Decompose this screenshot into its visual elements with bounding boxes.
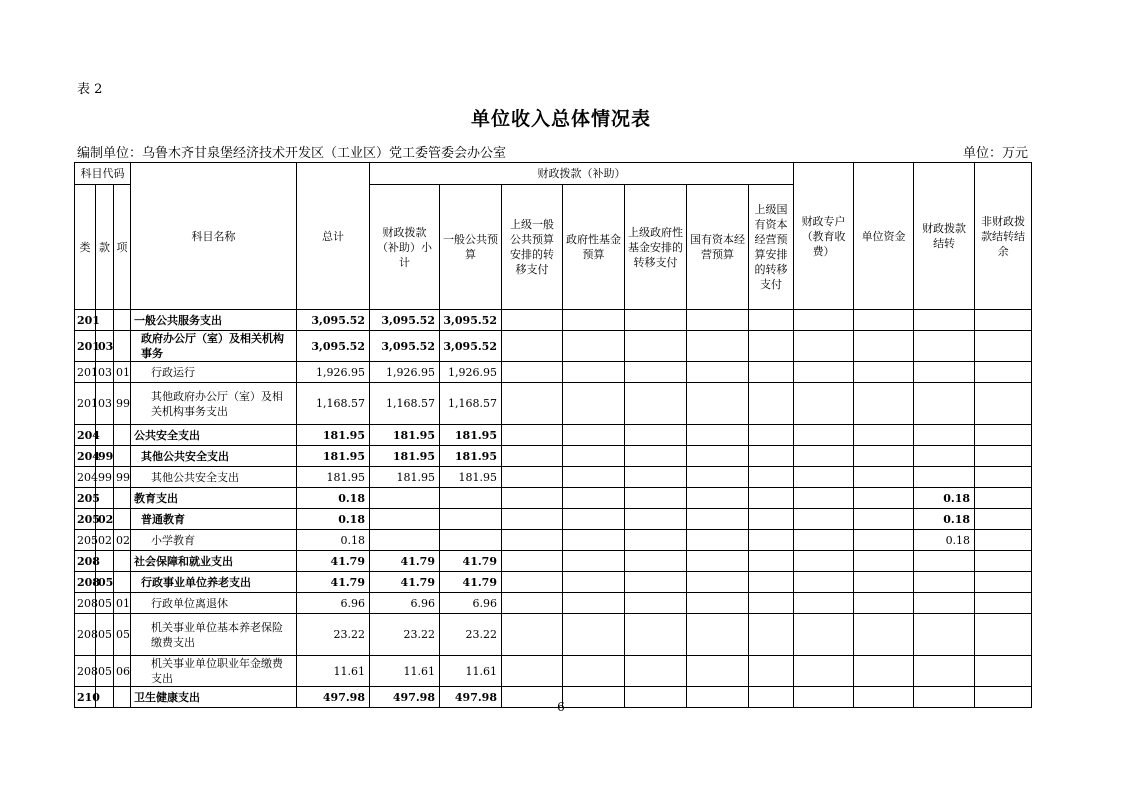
cell-fiscal-subtotal — [370, 509, 440, 530]
cell-gov-fund — [563, 362, 625, 383]
header-gov-fund: 政府性基金预算 — [563, 185, 625, 310]
cell-fiscal-subtotal: 11.61 — [370, 656, 440, 687]
table-row — [75, 425, 1032, 446]
cell-fiscal-subtotal: 6.96 — [370, 593, 440, 614]
cell-lei: 205 — [75, 509, 96, 530]
cell-xiang — [114, 572, 131, 593]
table-header — [75, 163, 1032, 310]
cell-lei: 201 — [75, 383, 96, 425]
cell-upper-gov-fund-transfer — [625, 383, 687, 425]
cell-subject-name: 小学教育 — [131, 530, 297, 551]
cell-xiang — [114, 446, 131, 467]
cell-total: 0.18 — [297, 488, 370, 509]
cell-state-capital — [687, 572, 749, 593]
cell-subject-name: 卫生健康支出 — [131, 687, 297, 708]
cell-upper-state-capital-transfer — [749, 488, 794, 509]
organization-label: 编制单位：乌鲁木齐甘泉堡经济技术开发区（工业区）党工委管委会办公室 — [77, 146, 507, 161]
cell-subject-name: 行政事业单位养老支出 — [131, 572, 297, 593]
cell-upper-general-transfer — [502, 383, 563, 425]
cell-fiscal-carryover — [914, 310, 975, 331]
cell-fiscal-subtotal: 181.95 — [370, 425, 440, 446]
header-subject-name: 科目名称 — [131, 163, 297, 310]
cell-nonfiscal-carryover — [975, 488, 1032, 509]
cell-upper-state-capital-transfer — [749, 551, 794, 572]
cell-fiscal-carryover — [914, 593, 975, 614]
cell-lei: 201 — [75, 310, 96, 331]
header-fiscal-group: 财政拨款（补助） — [370, 163, 794, 185]
table-row — [75, 467, 1032, 488]
cell-total: 11.61 — [297, 656, 370, 687]
cell-unit-funds — [854, 331, 914, 362]
cell-upper-gov-fund-transfer — [625, 572, 687, 593]
cell-upper-state-capital-transfer — [749, 614, 794, 656]
cell-lei: 204 — [75, 467, 96, 488]
cell-lei: 208 — [75, 614, 96, 656]
cell-upper-general-transfer — [502, 362, 563, 383]
cell-xiang — [114, 425, 131, 446]
cell-general-budget: 181.95 — [440, 446, 502, 467]
cell-subject-name: 社会保障和就业支出 — [131, 551, 297, 572]
cell-special-account — [794, 331, 854, 362]
cell-gov-fund — [563, 572, 625, 593]
cell-total: 497.98 — [297, 687, 370, 708]
cell-general-budget — [440, 488, 502, 509]
cell-fiscal-carryover — [914, 572, 975, 593]
cell-state-capital — [687, 614, 749, 656]
cell-xiang: 99 — [114, 383, 131, 425]
cell-special-account — [794, 593, 854, 614]
cell-fiscal-subtotal: 3,095.52 — [370, 331, 440, 362]
cell-lei: 208 — [75, 656, 96, 687]
cell-special-account — [794, 310, 854, 331]
cell-nonfiscal-carryover — [975, 551, 1032, 572]
cell-upper-general-transfer — [502, 530, 563, 551]
cell-unit-funds — [854, 509, 914, 530]
unit-label: 单位：万元 — [962, 146, 1028, 161]
cell-fiscal-subtotal — [370, 488, 440, 509]
cell-upper-gov-fund-transfer — [625, 509, 687, 530]
cell-fiscal-subtotal: 181.95 — [370, 467, 440, 488]
cell-xiang — [114, 310, 131, 331]
cell-total: 1,168.57 — [297, 383, 370, 425]
cell-upper-gov-fund-transfer — [625, 446, 687, 467]
cell-total: 41.79 — [297, 551, 370, 572]
cell-upper-gov-fund-transfer — [625, 551, 687, 572]
cell-fiscal-subtotal: 41.79 — [370, 551, 440, 572]
cell-state-capital — [687, 425, 749, 446]
cell-state-capital — [687, 488, 749, 509]
cell-total: 181.95 — [297, 425, 370, 446]
cell-general-budget: 41.79 — [440, 572, 502, 593]
cell-special-account — [794, 383, 854, 425]
cell-state-capital — [687, 331, 749, 362]
cell-xiang — [114, 509, 131, 530]
cell-fiscal-carryover — [914, 446, 975, 467]
cell-fiscal-subtotal: 41.79 — [370, 572, 440, 593]
cell-special-account — [794, 446, 854, 467]
cell-lei: 205 — [75, 488, 96, 509]
table-row — [75, 488, 1032, 509]
cell-xiang: 06 — [114, 656, 131, 687]
cell-state-capital — [687, 310, 749, 331]
cell-state-capital — [687, 530, 749, 551]
header-code-group: 科目代码 — [75, 163, 131, 185]
cell-unit-funds — [854, 362, 914, 383]
cell-special-account — [794, 488, 854, 509]
header-total: 总计 — [297, 163, 370, 310]
cell-state-capital — [687, 509, 749, 530]
cell-upper-gov-fund-transfer — [625, 656, 687, 687]
cell-upper-gov-fund-transfer — [625, 310, 687, 331]
header-upper-general-transfer: 上级一般公共预算安排的转移支付 — [502, 185, 563, 310]
cell-general-budget: 3,095.52 — [440, 331, 502, 362]
cell-special-account — [794, 530, 854, 551]
cell-total: 41.79 — [297, 572, 370, 593]
cell-upper-gov-fund-transfer — [625, 530, 687, 551]
cell-subject-name: 其他公共安全支出 — [131, 467, 297, 488]
table-row — [75, 310, 1032, 331]
cell-lei: 201 — [75, 362, 96, 383]
cell-upper-general-transfer — [502, 446, 563, 467]
cell-fiscal-carryover — [914, 614, 975, 656]
cell-special-account — [794, 467, 854, 488]
cell-kuan: 99 — [96, 446, 114, 467]
cell-subject-name: 一般公共服务支出 — [131, 310, 297, 331]
cell-state-capital — [687, 446, 749, 467]
cell-gov-fund — [563, 310, 625, 331]
cell-gov-fund — [563, 425, 625, 446]
cell-upper-gov-fund-transfer — [625, 488, 687, 509]
cell-upper-state-capital-transfer — [749, 310, 794, 331]
table-row — [75, 509, 1032, 530]
cell-special-account — [794, 509, 854, 530]
cell-gov-fund — [563, 331, 625, 362]
cell-upper-state-capital-transfer — [749, 425, 794, 446]
cell-special-account — [794, 656, 854, 687]
cell-total: 181.95 — [297, 467, 370, 488]
cell-fiscal-subtotal: 1,926.95 — [370, 362, 440, 383]
cell-fiscal-carryover — [914, 331, 975, 362]
cell-kuan: 03 — [96, 362, 114, 383]
cell-upper-state-capital-transfer — [749, 331, 794, 362]
cell-gov-fund — [563, 593, 625, 614]
cell-gov-fund — [563, 509, 625, 530]
cell-fiscal-carryover: 0.18 — [914, 530, 975, 551]
table-row — [75, 362, 1032, 383]
cell-nonfiscal-carryover — [975, 362, 1032, 383]
cell-nonfiscal-carryover — [975, 572, 1032, 593]
cell-general-budget — [440, 509, 502, 530]
cell-lei: 208 — [75, 572, 96, 593]
cell-upper-gov-fund-transfer — [625, 593, 687, 614]
cell-state-capital — [687, 362, 749, 383]
cell-upper-gov-fund-transfer — [625, 614, 687, 656]
cell-fiscal-subtotal: 23.22 — [370, 614, 440, 656]
cell-xiang — [114, 331, 131, 362]
cell-total: 23.22 — [297, 614, 370, 656]
cell-lei: 205 — [75, 530, 96, 551]
cell-gov-fund — [563, 530, 625, 551]
cell-upper-state-capital-transfer — [749, 572, 794, 593]
cell-general-budget: 6.96 — [440, 593, 502, 614]
cell-nonfiscal-carryover — [975, 425, 1032, 446]
cell-lei: 204 — [75, 446, 96, 467]
cell-subject-name: 普通教育 — [131, 509, 297, 530]
cell-fiscal-carryover — [914, 425, 975, 446]
cell-fiscal-subtotal — [370, 530, 440, 551]
cell-upper-state-capital-transfer — [749, 446, 794, 467]
header-special-account: 财政专户（教育收费） — [794, 163, 854, 310]
cell-xiang: 02 — [114, 530, 131, 551]
cell-gov-fund — [563, 383, 625, 425]
cell-upper-general-transfer — [502, 425, 563, 446]
table-row — [75, 446, 1032, 467]
cell-xiang: 01 — [114, 593, 131, 614]
cell-fiscal-subtotal: 1,168.57 — [370, 383, 440, 425]
table-row — [75, 530, 1032, 551]
cell-state-capital — [687, 467, 749, 488]
cell-upper-state-capital-transfer — [749, 530, 794, 551]
cell-unit-funds — [854, 488, 914, 509]
cell-upper-general-transfer — [502, 488, 563, 509]
cell-xiang — [114, 551, 131, 572]
cell-kuan: 05 — [96, 656, 114, 687]
cell-unit-funds — [854, 467, 914, 488]
cell-fiscal-carryover — [914, 656, 975, 687]
table-row — [75, 383, 1032, 425]
cell-fiscal-subtotal: 181.95 — [370, 446, 440, 467]
cell-subject-name: 机关事业单位基本养老保险缴费支出 — [131, 614, 297, 656]
cell-gov-fund — [563, 614, 625, 656]
header-lei: 类 — [75, 185, 96, 310]
cell-lei: 201 — [75, 331, 96, 362]
cell-general-budget — [440, 530, 502, 551]
cell-nonfiscal-carryover — [975, 331, 1032, 362]
header-fiscal-subtotal: 财政拨款（补助）小计 — [370, 185, 440, 310]
cell-general-budget: 23.22 — [440, 614, 502, 656]
table-row — [75, 572, 1032, 593]
income-summary-table — [74, 162, 1032, 708]
cell-state-capital — [687, 383, 749, 425]
cell-upper-general-transfer — [502, 467, 563, 488]
header-upper-gov-fund-transfer: 上级政府性基金安排的转移支付 — [625, 185, 687, 310]
cell-gov-fund — [563, 551, 625, 572]
cell-lei: 208 — [75, 593, 96, 614]
table-number: 表 2 — [77, 82, 103, 97]
header-xiang: 项 — [114, 185, 131, 310]
cell-upper-state-capital-transfer — [749, 656, 794, 687]
cell-gov-fund — [563, 446, 625, 467]
cell-gov-fund — [563, 656, 625, 687]
cell-special-account — [794, 572, 854, 593]
cell-subject-name: 公共安全支出 — [131, 425, 297, 446]
cell-subject-name: 其他政府办公厅（室）及相关机构事务支出 — [131, 383, 297, 425]
cell-lei: 208 — [75, 551, 96, 572]
table-row — [75, 551, 1032, 572]
cell-nonfiscal-carryover — [975, 383, 1032, 425]
cell-upper-general-transfer — [502, 656, 563, 687]
page-number: 6 — [557, 700, 565, 714]
cell-upper-general-transfer — [502, 331, 563, 362]
cell-special-account — [794, 614, 854, 656]
cell-state-capital — [687, 551, 749, 572]
cell-upper-general-transfer — [502, 572, 563, 593]
cell-general-budget: 11.61 — [440, 656, 502, 687]
cell-upper-gov-fund-transfer — [625, 425, 687, 446]
cell-fiscal-subtotal: 497.98 — [370, 687, 440, 708]
cell-nonfiscal-carryover — [975, 593, 1032, 614]
cell-xiang: 01 — [114, 362, 131, 383]
cell-upper-gov-fund-transfer — [625, 331, 687, 362]
cell-upper-general-transfer — [502, 509, 563, 530]
cell-nonfiscal-carryover — [975, 310, 1032, 331]
cell-total: 6.96 — [297, 593, 370, 614]
cell-nonfiscal-carryover — [975, 656, 1032, 687]
cell-nonfiscal-carryover — [975, 509, 1032, 530]
cell-upper-general-transfer — [502, 310, 563, 331]
cell-xiang: 05 — [114, 614, 131, 656]
cell-general-budget: 497.98 — [440, 687, 502, 708]
cell-subject-name: 教育支出 — [131, 488, 297, 509]
cell-kuan: 05 — [96, 593, 114, 614]
cell-nonfiscal-carryover — [975, 530, 1032, 551]
cell-upper-state-capital-transfer — [749, 467, 794, 488]
cell-kuan: 02 — [96, 509, 114, 530]
cell-fiscal-carryover — [914, 362, 975, 383]
cell-special-account — [794, 551, 854, 572]
cell-general-budget: 3,095.52 — [440, 310, 502, 331]
cell-subject-name: 政府办公厅（室）及相关机构事务 — [131, 331, 297, 362]
cell-lei: 204 — [75, 425, 96, 446]
cell-kuan: 99 — [96, 467, 114, 488]
cell-subject-name: 机关事业单位职业年金缴费支出 — [131, 656, 297, 687]
cell-upper-state-capital-transfer — [749, 383, 794, 425]
cell-kuan: 02 — [96, 530, 114, 551]
cell-subject-name: 其他公共安全支出 — [131, 446, 297, 467]
cell-general-budget: 181.95 — [440, 425, 502, 446]
cell-unit-funds — [854, 614, 914, 656]
cell-unit-funds — [854, 593, 914, 614]
cell-state-capital — [687, 593, 749, 614]
cell-kuan: 05 — [96, 614, 114, 656]
cell-total: 0.18 — [297, 530, 370, 551]
cell-special-account — [794, 362, 854, 383]
cell-upper-general-transfer — [502, 593, 563, 614]
cell-xiang — [114, 488, 131, 509]
cell-kuan: 03 — [96, 331, 114, 362]
cell-unit-funds — [854, 310, 914, 331]
header-unit-funds: 单位资金 — [854, 163, 914, 310]
cell-fiscal-carryover: 0.18 — [914, 509, 975, 530]
header-general-budget: 一般公共预算 — [440, 185, 502, 310]
cell-upper-general-transfer — [502, 614, 563, 656]
header-state-capital: 国有资本经营预算 — [687, 185, 749, 310]
cell-gov-fund — [563, 467, 625, 488]
table-row — [75, 656, 1032, 687]
cell-fiscal-carryover — [914, 551, 975, 572]
table-row — [75, 593, 1032, 614]
cell-unit-funds — [854, 656, 914, 687]
cell-nonfiscal-carryover — [975, 467, 1032, 488]
cell-total: 181.95 — [297, 446, 370, 467]
cell-upper-state-capital-transfer — [749, 509, 794, 530]
cell-upper-state-capital-transfer — [749, 593, 794, 614]
cell-upper-general-transfer — [502, 551, 563, 572]
cell-unit-funds — [854, 572, 914, 593]
cell-total: 3,095.52 — [297, 310, 370, 331]
cell-lei: 210 — [75, 687, 96, 708]
header-nonfiscal-carryover: 非财政拨款结转结余 — [975, 163, 1032, 310]
table-body — [75, 310, 1032, 708]
header-fiscal-carryover: 财政拨款结转 — [914, 163, 975, 310]
cell-nonfiscal-carryover — [975, 446, 1032, 467]
cell-unit-funds — [854, 530, 914, 551]
cell-unit-funds — [854, 446, 914, 467]
page-title: 单位收入总体情况表 — [470, 108, 651, 130]
cell-xiang: 99 — [114, 467, 131, 488]
cell-total: 3,095.52 — [297, 331, 370, 362]
cell-general-budget: 181.95 — [440, 467, 502, 488]
cell-upper-gov-fund-transfer — [625, 362, 687, 383]
cell-fiscal-carryover — [914, 383, 975, 425]
cell-fiscal-subtotal: 3,095.52 — [370, 310, 440, 331]
table-row — [75, 331, 1032, 362]
cell-subject-name: 行政运行 — [131, 362, 297, 383]
cell-general-budget: 1,926.95 — [440, 362, 502, 383]
cell-general-budget: 1,168.57 — [440, 383, 502, 425]
cell-kuan: 05 — [96, 572, 114, 593]
cell-total: 1,926.95 — [297, 362, 370, 383]
cell-unit-funds — [854, 551, 914, 572]
cell-general-budget: 41.79 — [440, 551, 502, 572]
cell-total: 0.18 — [297, 509, 370, 530]
cell-state-capital — [687, 656, 749, 687]
cell-fiscal-carryover: 0.18 — [914, 488, 975, 509]
cell-upper-state-capital-transfer — [749, 362, 794, 383]
cell-unit-funds — [854, 383, 914, 425]
cell-unit-funds — [854, 425, 914, 446]
cell-gov-fund — [563, 488, 625, 509]
table-row — [75, 614, 1032, 656]
cell-fiscal-carryover — [914, 467, 975, 488]
cell-subject-name: 行政单位离退休 — [131, 593, 297, 614]
header-upper-state-capital-transfer: 上级国有资本经营预算安排的转移支付 — [749, 185, 794, 310]
cell-kuan: 03 — [96, 383, 114, 425]
cell-upper-gov-fund-transfer — [625, 467, 687, 488]
cell-special-account — [794, 425, 854, 446]
cell-nonfiscal-carryover — [975, 614, 1032, 656]
header-kuan: 款 — [96, 185, 114, 310]
